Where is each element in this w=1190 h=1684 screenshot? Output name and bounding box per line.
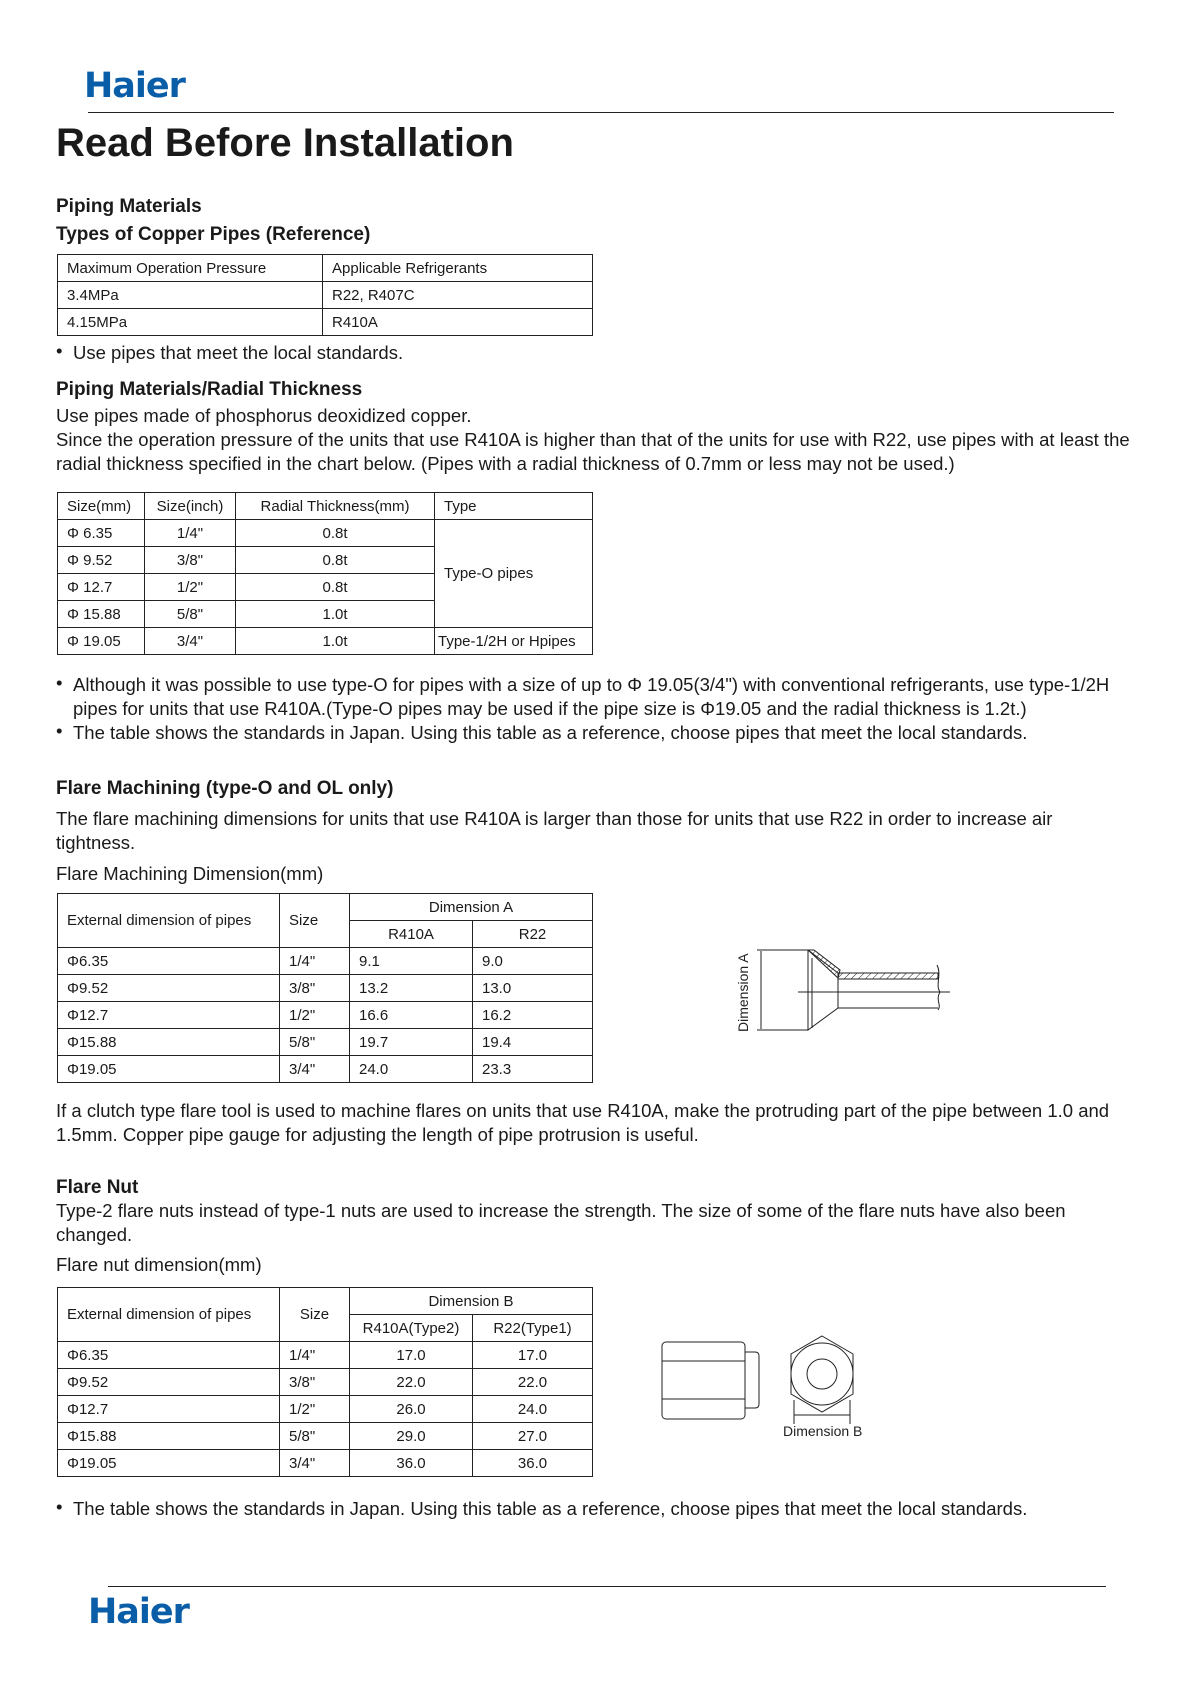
cell: 0.8t (236, 574, 435, 601)
cell: 23.3 (473, 1056, 593, 1083)
cell: 1/4" (145, 520, 236, 547)
cell: Type-1/2H or Hpipes (435, 628, 593, 655)
cell: 3/8" (145, 547, 236, 574)
cell: Type-O pipes (435, 520, 593, 628)
bullet-text: • Use pipes that meet the local standards. (56, 341, 1153, 365)
footer-rule (108, 1586, 1106, 1587)
table-row (58, 309, 593, 336)
cell: 17.0 (473, 1342, 593, 1369)
cell: 27.0 (473, 1423, 593, 1450)
cell: 1/4" (280, 948, 350, 975)
table-header: Radial Thickness(mm) (236, 493, 435, 520)
cell: 24.0 (473, 1396, 593, 1423)
flare-nut-diagram (655, 1330, 895, 1440)
cell: 22.0 (473, 1369, 593, 1396)
cell: 0.8t (236, 520, 435, 547)
table-row (58, 1029, 593, 1056)
cell: 5/8" (280, 1029, 350, 1056)
table-header: Size(mm) (58, 493, 145, 520)
section-heading: Flare Machining (type-O and OL only) (56, 778, 394, 799)
table-header: Type (435, 493, 593, 520)
cell: 1.0t (236, 601, 435, 628)
cell: 0.8t (236, 547, 435, 574)
cell: 9.1 (350, 948, 473, 975)
cell: 24.0 (350, 1056, 473, 1083)
table-header: R22 (473, 921, 593, 948)
cell: 13.0 (473, 975, 593, 1002)
diagram-label: Dimension A (735, 953, 751, 1032)
table-row (58, 1342, 593, 1369)
cell: 16.6 (350, 1002, 473, 1029)
paragraph: If a clutch type flare tool is used to machine flares on units that use R410A, make the protruding part of the pipe between 1.0 and 1.5mm. Copper pipe gauge for adjusting the length of pipe protrusion is useful. (56, 1100, 1110, 1145)
table-row (58, 1396, 593, 1423)
cell: Φ6.35 (58, 1342, 280, 1369)
paragraph: Type-2 flare nuts instead of type-1 nuts are used to increase the strength. The size of some of the flare nuts have also been changed. (56, 1200, 1066, 1245)
cell: 13.2 (350, 975, 473, 1002)
section-heading: Flare Nut (56, 1177, 139, 1198)
cell: Φ 6.35 (58, 520, 145, 547)
table-row (58, 1002, 593, 1029)
table-row (58, 282, 593, 309)
section-subheading: Types of Copper Pipes (Reference) (56, 224, 371, 245)
table-row (58, 520, 593, 547)
paragraph: Since the operation pressure of the units that use R410A is higher than that of the units for use with R22, use pipes with at least the radial thickness specified in the chart below. (Pipes with a radial thickness of 0.7mm or less may not be used.) (56, 429, 1130, 474)
cell: 26.0 (350, 1396, 473, 1423)
cell: 19.7 (350, 1029, 473, 1056)
bullet-text: • Although it was possible to use type-O for pipes with a size of up to Φ 19.05(3/4") with conventional refrigerants, use type-1/2H pipes for units that use R410A.(Type-O pipes may be used if the pipe size is Φ19.05 and the radial thickness is 1.2t.) (56, 673, 1153, 721)
cell: 1/2" (145, 574, 236, 601)
cell: Φ15.88 (58, 1423, 280, 1450)
cell: Φ 15.88 (58, 601, 145, 628)
table-header: R410A(Type2) (350, 1315, 473, 1342)
cell: 5/8" (145, 601, 236, 628)
flare-dimension-table (57, 893, 593, 1083)
table-row (58, 975, 593, 1002)
cell: 1/4" (280, 1342, 350, 1369)
page-title: Read Before Installation (56, 121, 514, 165)
copper-pipe-table (57, 254, 593, 336)
table-caption: Flare Machining Dimension(mm) (56, 863, 324, 884)
cell: 3/4" (280, 1450, 350, 1477)
cell: 3/8" (280, 1369, 350, 1396)
cell: 1/2" (280, 1002, 350, 1029)
table-header: Size (280, 1288, 350, 1342)
haier-logo: Haier (84, 66, 185, 106)
cell: Φ15.88 (58, 1029, 280, 1056)
cell: Φ19.05 (58, 1450, 280, 1477)
cell: Φ 19.05 (58, 628, 145, 655)
flare-nut-table (57, 1287, 593, 1477)
table-header: Size (280, 894, 350, 948)
table-row (58, 1369, 593, 1396)
section-heading: Piping Materials/Radial Thickness (56, 379, 363, 400)
cell: Φ12.7 (58, 1002, 280, 1029)
cell: Φ6.35 (58, 948, 280, 975)
cell: 9.0 (473, 948, 593, 975)
header-rule (88, 112, 1114, 113)
bullet-text: • The table shows the standards in Japan. Using this table as a reference, choose pipes that meet the local standards. (56, 721, 1153, 745)
cell: 3/4" (145, 628, 236, 655)
table-header: External dimension of pipes (58, 894, 280, 948)
cell: 3/4" (280, 1056, 350, 1083)
cell: Φ9.52 (58, 975, 280, 1002)
cell: 17.0 (350, 1342, 473, 1369)
cell: Φ9.52 (58, 1369, 280, 1396)
table-row (58, 628, 593, 655)
paragraph: The flare machining dimensions for units that use R410A is larger than those for units that use R22 in order to increase air tightness. (56, 808, 1053, 853)
cell: 22.0 (350, 1369, 473, 1396)
table-row (58, 1450, 593, 1477)
cell: 36.0 (473, 1450, 593, 1477)
haier-footer-logo: Haier (88, 1592, 189, 1632)
cell: Φ 12.7 (58, 574, 145, 601)
table-caption: Flare nut dimension(mm) (56, 1254, 262, 1275)
cell: 1.0t (236, 628, 435, 655)
table-header: Applicable Refrigerants (323, 255, 593, 282)
radial-thickness-table (57, 492, 593, 655)
cell: 29.0 (350, 1423, 473, 1450)
table-row (58, 1056, 593, 1083)
cell: 3.4MPa (58, 282, 323, 309)
cell: 3/8" (280, 975, 350, 1002)
flare-diagram (730, 930, 950, 1040)
table-header: Dimension A (350, 894, 593, 921)
table-header: Maximum Operation Pressure (58, 255, 323, 282)
table-row (58, 948, 593, 975)
table-header: R22(Type1) (473, 1315, 593, 1342)
cell: 5/8" (280, 1423, 350, 1450)
cell: 1/2" (280, 1396, 350, 1423)
cell: 19.4 (473, 1029, 593, 1056)
cell: Φ12.7 (58, 1396, 280, 1423)
section-heading: Piping Materials (56, 196, 202, 217)
cell: 36.0 (350, 1450, 473, 1477)
paragraph: Use pipes made of phosphorus deoxidized copper. (56, 405, 472, 426)
cell: R22, R407C (323, 282, 593, 309)
table-header: External dimension of pipes (58, 1288, 280, 1342)
cell: R410A (323, 309, 593, 336)
table-header: Dimension B (350, 1288, 593, 1315)
cell: 16.2 (473, 1002, 593, 1029)
cell: 4.15MPa (58, 309, 323, 336)
bullet-text: • The table shows the standards in Japan. Using this table as a reference, choose pipes that meet the local standards. (56, 1497, 1153, 1521)
diagram-label: Dimension B (783, 1423, 863, 1439)
table-row (58, 1423, 593, 1450)
table-header: R410A (350, 921, 473, 948)
cell: Φ19.05 (58, 1056, 280, 1083)
table-header: Size(inch) (145, 493, 236, 520)
cell: Φ 9.52 (58, 547, 145, 574)
